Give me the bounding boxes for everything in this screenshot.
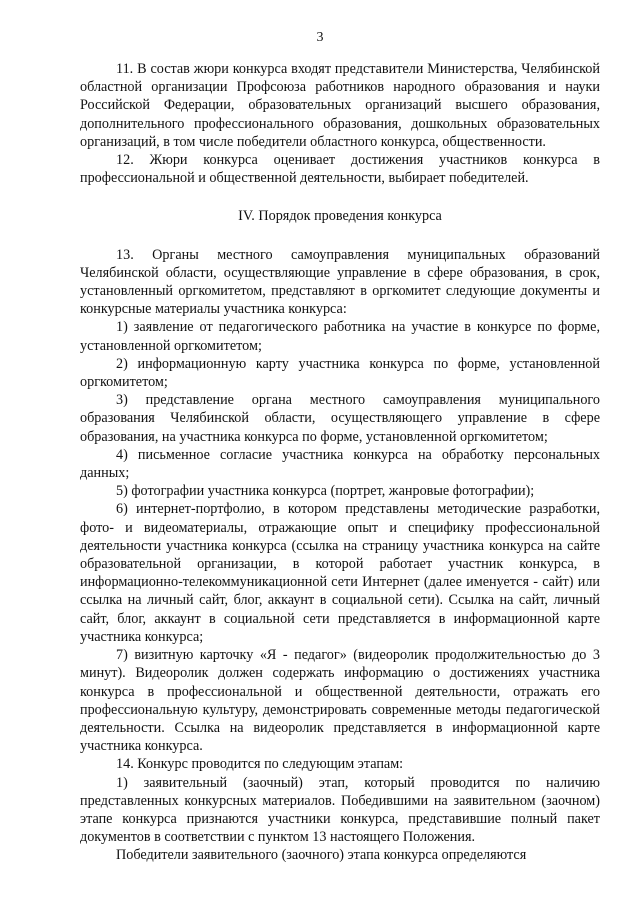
paragraph-11: 11. В состав жюри конкурса входят представители Министерства, Челябинской областной организации Профсоюза работников народного образования и науки Российской Федерации, образовательных организаций высшего образования, дополнительного профессионального образования, дошкольных образовательных организаций, в том числе победители областного конкурса, общественности. (80, 61, 600, 150)
list-item-5: 5) фотографии участника конкурса (портрет, жанровые фотографии); (116, 483, 535, 500)
paragraph-13: 13. Органы местного самоуправления муниципальных образований Челябинской области, осуществляющие управление в сфере образования, в срок, установленный оргкомитетом, представляют в оргкомитет следующие документы и конкурсные материалы участника конкурса: (80, 246, 600, 318)
stage-item-1: 1) заявительный (заочный) этап, который проводится по наличию представленных конкурсных материалов. Победившими на заявительном (заочном) этапе конкурса признаются участники конкурса, представившие полный пакет документов в соответствии с пунктом 13 настоящего Положения. (80, 774, 600, 846)
paragraph-12: 12. Жюри конкурса оценивает достижения участников конкурса в профессиональной и общественной деятельности, выбирает победителей. (80, 152, 600, 187)
list-item-6: 6) интернет-портфолио, в котором представлены методические разработки, фото- и видеоматериалы, отражающие опыт и специфику профессиональной деятельности участника конкурса (ссылка на страницу участника конкурса на сайте образовательной организации, в которой работает участник конкурса, в информационно-телекоммуникационной сети Интернет (далее именуется - сайт) или ссылка на личный сайт, блог, аккаунт в социальной сети). Ссылка на сайт, личный сайт, блог, аккаунт в социальной сети представляется в информационной карте участника конкурса; (80, 501, 600, 645)
list-item-3: 3) представление органа местного самоуправления муниципального образования Челябинской области, осуществляющего управление в сфере образования, на участника конкурса по форме, установленной оргкомитетом; (80, 392, 600, 445)
list-item-1: 1) заявление от педагогического работника на участие в конкурсе по форме, установленной оргкомитетом; (80, 319, 600, 354)
list-item-2: 2) информационную карту участника конкурса по форме, установленной оргкомитетом; (80, 355, 600, 391)
document-body (80, 60, 600, 865)
section-heading: IV. Порядок проведения конкурса (238, 208, 442, 225)
list-item-4: 4) письменное согласие участника конкурса на обработку персональных данных; (80, 446, 600, 482)
page-number: 3 (316, 30, 324, 45)
paragraph-winners: Победители заявительного (заочного) этапа конкурса определяются (116, 847, 527, 864)
list-item-7: 7) визитную карточку «Я - педагог» (видеоролик продолжительностью до 3 минут). Видеоролик должен содержать информацию о достижениях участника конкурса в профессиональной и общественной деятельности, отражать его профессиональную культуру, демонстрировать современные методы педагогической деятельности. Ссылка на видеоролик представляется в информационной карте участника конкурса. (80, 647, 600, 755)
paragraph-14: 14. Конкурс проводится по следующим этапам: (116, 756, 404, 773)
